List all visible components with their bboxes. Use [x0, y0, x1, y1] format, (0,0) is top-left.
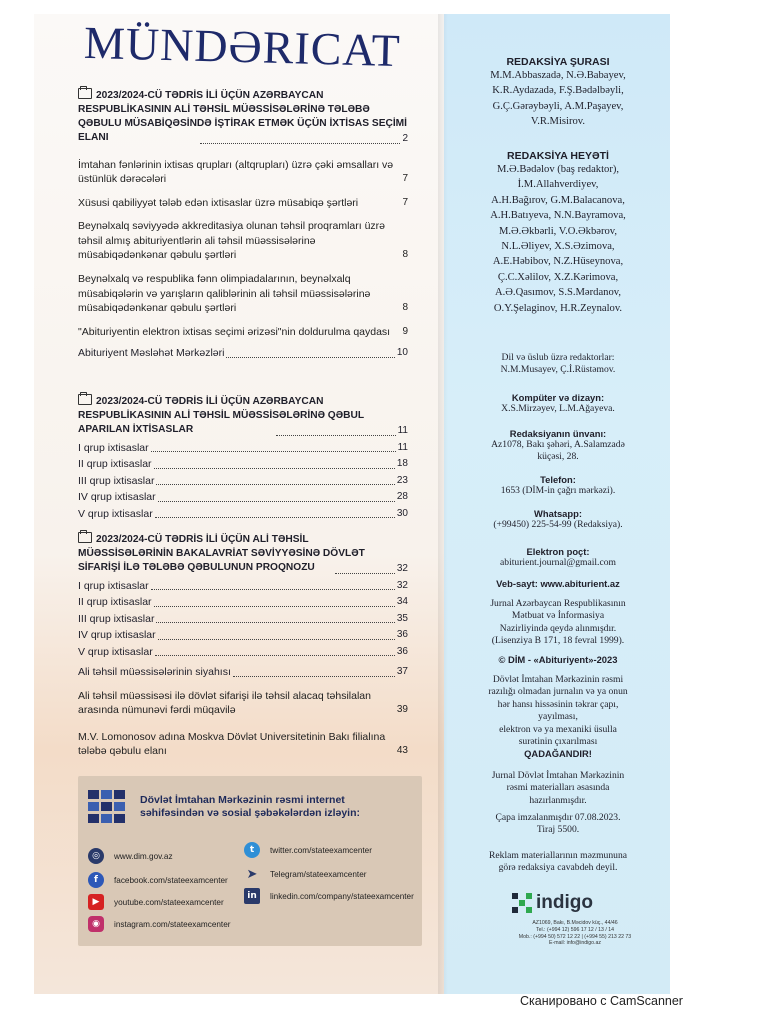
- twitter-icon: t: [244, 842, 260, 858]
- social-link-twitter[interactable]: t twitter.com/stateexamcenter: [244, 842, 372, 858]
- staff-names-line: A.H.Batıyeva, N.N.Bayramova,: [490, 210, 626, 222]
- board-names-line: M.M.Abbaszadə, N.Ə.Babayev,: [490, 70, 626, 81]
- social-title: Dövlət İmtahan Mərkəzinin rəsmi internet səhifəsindən və sosial şəbəkələrdən izləyin:: [140, 794, 361, 819]
- social-link-facebook[interactable]: f facebook.com/stateexamcenter: [88, 872, 228, 888]
- prohibition-line: surətinin çıxarılması: [518, 736, 598, 748]
- print-date: Çapa imzalanmışdır 07.08.2023.: [495, 812, 621, 823]
- telegram-icon: ➤: [246, 866, 258, 882]
- section-heading: 2023/2024-CÜ TƏDRİS İLİ ÜÇÜN ALİ TƏHSİL MÜƏSSİSƏLƏRİNİN BAKALAVRİAT SƏVİYYƏSİNƏ DÖVLƏT SİFARİŞİ İLƏ TƏLƏBƏ QƏBULUNUN PROQNOZU: [78, 534, 365, 573]
- toc-entry: M.V. Lomonosov adına Moskva Dövlət Universitetinin Bakı filialına tələbə qəbulu elanı 43: [78, 730, 408, 758]
- indigo-logo-icon: [512, 893, 532, 913]
- registration-line: Jurnal Azərbaycan Respublikasının: [490, 598, 626, 609]
- toc-entry: II qrup ixtisaslar 34: [78, 596, 408, 608]
- toc-entry: V qrup ixtisaslar 36: [78, 645, 408, 658]
- address-block: [452, 428, 664, 464]
- editorial-staff: [452, 150, 664, 316]
- social-link-website[interactable]: ◎ www.dim.gov.az: [88, 848, 173, 864]
- staff-names-line: İ.M.Allahverdiyev,: [517, 179, 599, 191]
- address-line: küçəsi, 28.: [537, 451, 579, 463]
- website-text[interactable]: Veb-sayt: www.abiturient.az: [496, 578, 620, 589]
- prohibition-line: yayılması,: [538, 711, 578, 723]
- whatsapp-block: [452, 508, 664, 531]
- prepared-line: rəsmi materialları əsasında: [506, 782, 610, 794]
- prepared-block: [452, 770, 664, 807]
- toc-entry: II qrup ixtisaslar 18: [78, 458, 408, 470]
- youtube-icon: ▶: [88, 894, 104, 910]
- address-label: Redaksiyanın ünvanı:: [509, 428, 607, 439]
- toc-section-1: [78, 88, 408, 362]
- toc-entry: "Abituriyentin elektron ixtisas seçimi ərizəsi"nin doldurulma qaydası 9: [78, 325, 408, 338]
- copyright: © DİM - «Abituriyent»-2023: [498, 654, 618, 665]
- registration-line: (Lisenziya B 171, 18 fevral 1999).: [491, 635, 625, 647]
- staff-names-line: A.H.Bağırov, G.M.Balacanova,: [491, 194, 625, 206]
- circulation: Tiraj 5500.: [536, 824, 580, 836]
- section-heading-page-row: 11: [78, 423, 408, 440]
- staff-names-line: M.Ə.Bədəlov (baş redaktor),: [496, 164, 620, 175]
- social-media-box: [78, 776, 422, 946]
- social-header: [84, 786, 416, 834]
- design-names: X.S.Mirzəyev, L.M.Ağayeva.: [501, 403, 615, 414]
- toc-entry: I qrup ixtisaslar 32: [78, 579, 408, 592]
- toc-entry: III qrup ixtisaslar 35: [78, 612, 408, 625]
- globe-icon: ◎: [88, 848, 104, 864]
- toc-section-2: [78, 394, 408, 522]
- toc-entry: Ali təhsil müəssisələrinin siyahısı 37: [78, 666, 408, 678]
- toc-entry: Beynəlxalq və respublika fənn olimpiadalarının, beynəlxalq müsabiqələrin və yarışların qaliblərinin ali təhsil müəssisələrinə müsabiqədənkənar qəbulu şərtləri 8: [78, 273, 408, 315]
- design-label: Kompüter və dizayn:: [511, 392, 605, 403]
- linkedin-icon: in: [244, 888, 260, 904]
- social-link-telegram[interactable]: ➤ Telegram/stateexamcenter: [244, 866, 366, 882]
- page-title: MÜNDƏRICAT: [83, 16, 402, 77]
- camscanner-watermark: Сканировано с CamScanner: [520, 994, 683, 1008]
- staff-names-line: A.E.Həbibov, N.Z.Hüseynova,: [492, 256, 624, 268]
- email-block: [452, 546, 664, 569]
- staff-names-line: Ç.C.Xəlilov, X.Z.Kərimova,: [497, 271, 619, 283]
- registration-line: Nazirliyində qeydə alınmışdır.: [499, 622, 617, 634]
- email-label: Elektron poçt:: [526, 546, 590, 557]
- prohibition-caps: QADAĞANDIR!: [524, 748, 592, 760]
- dim-logo-icon: [88, 790, 128, 826]
- phone-block: [452, 474, 664, 497]
- board-names-line: K.R.Aydazadə, F.Ş.Bədəlbəyli,: [492, 85, 624, 97]
- board-names-line: G.Ç.Gərəybəyli, A.M.Paşayev,: [492, 100, 624, 112]
- toc-entry: III qrup ixtisaslar 23: [78, 474, 408, 487]
- website-block: [452, 578, 664, 589]
- staff-names-line: N.L.Əliyev, X.S.Əzimova,: [501, 241, 615, 253]
- language-editors: [452, 352, 664, 377]
- prepared-line: hazırlanmışdır.: [529, 794, 587, 806]
- social-link-instagram[interactable]: ◉ instagram.com/stateexamcenter: [88, 916, 231, 932]
- staff-names-line: M.Ə.Əkbərli, V.O.Əkbərov,: [498, 225, 618, 237]
- board-names-line: V.R.Misirov.: [530, 116, 586, 128]
- registration-block: [452, 598, 664, 648]
- phone-label: Telefon:: [540, 474, 576, 485]
- folder-icon: [78, 394, 92, 405]
- page-spine: [438, 14, 448, 994]
- toc-entry: IV qrup ixtisaslar 36: [78, 629, 408, 641]
- instagram-icon: ◉: [88, 916, 104, 932]
- email-value[interactable]: abiturient.journal@gmail.com: [500, 557, 616, 568]
- toc-section-3: [78, 532, 408, 759]
- whatsapp-label: Whatsapp:: [534, 508, 582, 519]
- toc-entry: Beynəlxalq səviyyədə akkreditasiya olunan təhsil proqramları üzrə təhsil almış abituriyentlərin ali təhsil müəssisələrinə müsabiqədənkənar qəbulu şərtləri 8: [78, 220, 408, 262]
- printer-name: indigo: [536, 892, 593, 913]
- toc-entry: Ali təhsil müəssisəsi ilə dövlət sifarişi ilə təhsil alacaq təhsilalan arasında nümunəvi fərdi müqavilə 39: [78, 689, 408, 717]
- staff-title: REDAKSİYA HEYƏTİ: [507, 150, 609, 162]
- facebook-icon: f: [88, 872, 104, 888]
- printer-imprint: AZ1069, Bakı, B.Məcidov küç., 44/46 Tel.: (+994 12) 596 17 12 / 13 / 14 Mob.: (+994 50) 572 12 22 | (+994 55) 213 22 73 E-mail: info@indigo.az: [518, 920, 632, 947]
- prohibition-block: [452, 674, 664, 759]
- editorial-board: [452, 56, 664, 130]
- section-heading: 2023/2024-CÜ TƏDRİS İLİ ÜÇÜN AZƏRBAYCAN RESPUBLİKASININ ALİ TƏHSİL MÜƏSSİSƏLƏRİNƏ TƏLƏBƏ QƏBULU MÜSABİQƏSİNDƏ İŞTİRAK ETMƏK ÜÇÜN İXTİSAS SEÇİMİ ELANI: [78, 90, 407, 143]
- staff-names-line: O.Y.Şelaginov, H.R.Zeynalov.: [493, 302, 623, 314]
- folder-icon: [78, 88, 92, 99]
- folder-icon: [78, 532, 92, 543]
- prohibition-line: elektron və ya mexaniki üsulla: [499, 723, 617, 735]
- design-credits: [452, 392, 664, 415]
- printer-logo: [512, 888, 632, 918]
- address-line: Az1078, Bakı şəhəri, A.Salamzadə: [491, 439, 625, 450]
- registration-line: Mətbuat və İnformasiya: [511, 610, 605, 622]
- section-heading-page-row: 32: [78, 561, 408, 578]
- board-title: REDAKSİYA ŞURASI: [506, 56, 610, 68]
- toc-entry: V qrup ixtisaslar 30: [78, 507, 408, 520]
- phone-value: 1653 (DİM-in çağrı mərkəzi).: [500, 485, 616, 496]
- staff-names-line: A.Ə.Qasımov, S.S.Mərdanov,: [494, 287, 622, 299]
- prohibition-line: razılığı olmadan jurnalın və ya onun: [488, 686, 628, 698]
- lang-names: N.M.Musayev, Ç.İ.Rüstəmov.: [500, 364, 616, 376]
- prepared-line: Jurnal Dövlət İmtahan Mərkəzinin: [491, 770, 625, 781]
- toc-entry: İmtahan fənlərinin ixtisas qrupları (altqrupları) üzrə çəki əmsalları və üstünlük dərəcələri 7: [78, 158, 408, 186]
- lang-label: Dil və üslub üzrə redaktorlar:: [501, 352, 615, 363]
- social-link-linkedin[interactable]: in linkedin.com/company/stateexamcenter: [244, 888, 414, 904]
- toc-entry: IV qrup ixtisaslar 28: [78, 491, 408, 503]
- print-info: [452, 812, 664, 837]
- section-heading-page-row: 2: [78, 131, 408, 148]
- section-heading: 2023/2024-CÜ TƏDRİS İLİ ÜÇÜN AZƏRBAYCAN RESPUBLİKASININ ALİ TƏHSİL MÜƏSSİSƏLƏRİNƏ QƏBUL APARILAN İXTİSASLAR: [78, 396, 364, 435]
- ads-disclaimer: Reklam materiallarının məzmununa görə redaksiya cavabdeh deyil.: [489, 850, 627, 874]
- social-link-youtube[interactable]: ▶ youtube.com/stateexamcenter: [88, 894, 224, 910]
- prohibition-line: hər hansı hissəsinin təkrar çapı,: [497, 698, 619, 710]
- whatsapp-value: (+99450) 225-54-99 (Redaksiya).: [493, 519, 623, 530]
- toc-entry: Xüsusi qabiliyyət tələb edən ixtisaslar üzrə müsabiqə şərtləri 7: [78, 196, 408, 209]
- prohibition-line: Dövlət İmtahan Mərkəzinin rəsmi: [492, 674, 624, 685]
- toc-entry: Abituriyent Məsləhət Mərkəzləri 10: [78, 347, 408, 360]
- toc-entry: I qrup ixtisaslar 11: [78, 441, 408, 454]
